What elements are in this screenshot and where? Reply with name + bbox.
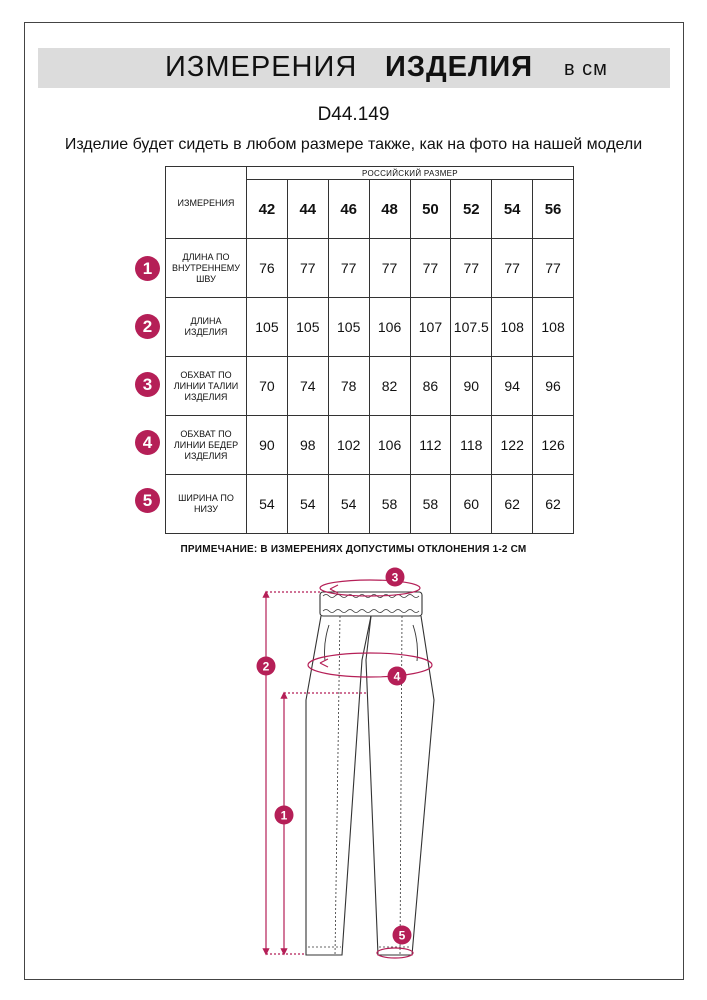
row-label: ШИРИНА ПО НИЗУ: [166, 475, 247, 534]
value-cell: 77: [328, 239, 369, 298]
value-cell: 76: [247, 239, 288, 298]
value-cell: 77: [492, 239, 533, 298]
size-header: 46: [328, 180, 369, 239]
value-cell: 58: [369, 475, 410, 534]
row-label: ОБХВАТ ПО ЛИНИИ БЕДЕР ИЗДЕЛИЯ: [166, 416, 247, 475]
row-label: ДЛИНА ПО ВНУТРЕННЕМУ ШВУ: [166, 239, 247, 298]
value-cell: 98: [287, 416, 328, 475]
header-measurements-label: ИЗМЕРЕНИЯ: [166, 167, 247, 239]
size-header: 56: [533, 180, 574, 239]
value-cell: 60: [451, 475, 492, 534]
value-cell: 62: [533, 475, 574, 534]
marker-5-label: 5: [398, 928, 406, 943]
value-cell: 90: [451, 357, 492, 416]
value-cell: 74: [287, 357, 328, 416]
value-cell: 62: [492, 475, 533, 534]
size-header: 50: [410, 180, 451, 239]
marker-3-label: 3: [391, 570, 399, 585]
value-cell: 70: [247, 357, 288, 416]
title-unit: в см: [564, 58, 608, 80]
row-label: ОБХВАТ ПО ЛИНИИ ТАЛИИ ИЗДЕЛИЯ: [166, 357, 247, 416]
marker-1: [275, 806, 294, 825]
row-number-badge: 4: [135, 430, 160, 455]
row-number-badge: 5: [135, 488, 160, 513]
value-cell: 108: [492, 298, 533, 357]
hip-ellipse: [308, 653, 432, 677]
value-cell: 102: [328, 416, 369, 475]
measurement-remark: ПРИМЕЧАНИЕ: В ИЗМЕРЕНИЯХ ДОПУСТИМЫ ОТКЛОНЕНИЯ 1-2 СМ: [180, 544, 527, 555]
value-cell: 77: [451, 239, 492, 298]
value-cell: 122: [492, 416, 533, 475]
value-cell: 54: [287, 475, 328, 534]
value-cell: 77: [287, 239, 328, 298]
value-cell: 108: [533, 298, 574, 357]
size-header: 52: [451, 180, 492, 239]
hem-ellipse: [377, 948, 413, 958]
value-cell: 54: [247, 475, 288, 534]
value-cell: 86: [410, 357, 451, 416]
row-label: ДЛИНА ИЗДЕЛИЯ: [166, 298, 247, 357]
value-cell: 107.5: [451, 298, 492, 357]
size-header: 54: [492, 180, 533, 239]
title-part2: ИЗДЕЛИЯ: [385, 51, 534, 83]
header-size-group: РОССИЙСКИЙ РАЗМЕР: [247, 167, 574, 180]
value-cell: 77: [369, 239, 410, 298]
value-cell: 94: [492, 357, 533, 416]
size-header: 48: [369, 180, 410, 239]
marker-2-label: 2: [262, 659, 270, 674]
measurement-lines: [266, 580, 432, 958]
fit-note: Изделие будет сидеть в любом размере также, как на фото на нашей модели: [64, 136, 643, 153]
marker-5: [393, 926, 412, 945]
value-cell: 82: [369, 357, 410, 416]
trousers-outline: [306, 592, 434, 955]
value-cell: 112: [410, 416, 451, 475]
value-cell: 77: [533, 239, 574, 298]
value-cell: 106: [369, 298, 410, 357]
title-part1: ИЗМЕРЕНИЯ: [165, 51, 358, 83]
value-cell: 106: [369, 416, 410, 475]
value-cell: 105: [328, 298, 369, 357]
marker-1-label: 1: [280, 808, 288, 823]
row-number-badge: 3: [135, 372, 160, 397]
value-cell: 126: [533, 416, 574, 475]
size-header: 44: [287, 180, 328, 239]
marker-4-label: 4: [393, 669, 401, 684]
marker-3: [386, 568, 405, 587]
value-cell: 77: [410, 239, 451, 298]
value-cell: 107: [410, 298, 451, 357]
value-cell: 58: [410, 475, 451, 534]
value-cell: 118: [451, 416, 492, 475]
value-cell: 54: [328, 475, 369, 534]
value-cell: 90: [247, 416, 288, 475]
value-cell: 78: [328, 357, 369, 416]
marker-2: [257, 657, 276, 676]
row-number-badge: 1: [135, 256, 160, 281]
value-cell: 105: [287, 298, 328, 357]
value-cell: 105: [247, 298, 288, 357]
article-number: D44.149: [317, 104, 390, 125]
marker-4: [388, 667, 407, 686]
row-number-badge: 2: [135, 314, 160, 339]
value-cell: 96: [533, 357, 574, 416]
size-header: 42: [247, 180, 288, 239]
